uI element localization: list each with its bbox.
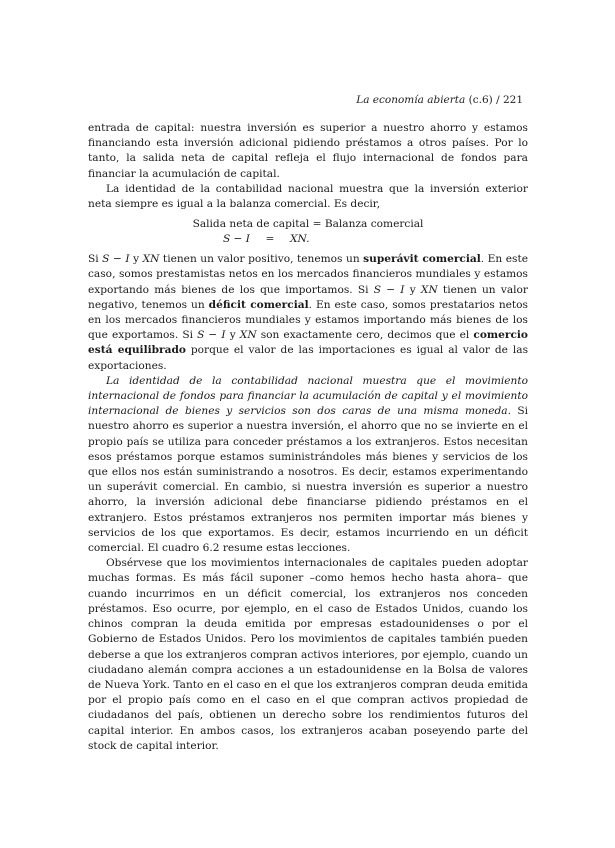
italic-statement: La identidad de la contabilidad nacional muestra que el movimiento internacional de fondos para financiar la acumulación de capital y el movimiento internacional de bienes y servicios son dos caras de una misma moneda (88, 374, 528, 418)
text-run: XN (239, 329, 257, 342)
text-run: S − I (373, 283, 405, 296)
chapter-label: (c.6) (468, 94, 493, 106)
text-run: y (404, 283, 421, 296)
paragraph-5: Obsérvese que los movimientos internacionales de capitales pueden adoptar muchas formas. Es más fácil suponer –como hemos hecho hasta ahora– que cuando incurrimos en un déficit comercial, los extranjeros nos conceden préstamos. Eso ocurre, por ejemplo, en el caso de Estados Unidos, cuando los chinos compran la deuda emitida por empresas estadounidenses o por el Gobierno de Estados Unidos. Pero los movimientos de capitales también pueden deberse a que los extranjeros compran activos interiores, por ejemplo, cuando un ciudadano alemán compra acciones a un estadounidense en la Bolsa de valores de Nueva York. Tanto en el caso en el que los extranjeros compran deuda emitida por el propio país como en el caso en el que compran activos propiedad de ciudadanos del país, obtienen un derecho sobre los rendimientos futuros del capital interior. En ambos casos, los extranjeros acaban poseyendo parte del stock de capital interior. (88, 557, 528, 752)
text-run: son exactamente cero, decimos que el (256, 329, 474, 342)
running-title: La economía abierta (356, 94, 466, 106)
header-separator: / (496, 94, 500, 106)
paragraph-3 (88, 252, 528, 374)
paragraph-4 (88, 374, 528, 556)
equation-right: XN. (290, 233, 310, 246)
text-run: y (225, 329, 240, 342)
text-run: . En este caso, somos prestamistas netos en los mercados financieros mundiales y estamos exportando más bienes de los que importamos. Si (88, 253, 528, 296)
text-run: tienen un valor negativo, tenemos un (88, 283, 528, 311)
identity-equation (88, 217, 528, 247)
equation-line-1: Salida neta de capital = Balanza comercial (192, 218, 424, 231)
text-run: Si (88, 253, 103, 266)
running-header (356, 94, 523, 106)
term-trade-deficit: déficit comercial (208, 298, 309, 311)
equation-equals: = (265, 233, 275, 246)
text-run: y (129, 253, 143, 266)
page-number: 221 (502, 94, 523, 106)
text-run: S − I (102, 253, 130, 266)
text-run: tienen un valor positivo, tenemos un (159, 253, 364, 266)
term-balanced-trade: comercio está equilibrado (88, 329, 528, 357)
text-run: . Si nuestro ahorro es superior a nuestra inversión, el ahorro que no se invierte en el propio país se utiliza para conceder préstamos a los extranjeros. Estos necesitan esos préstamos porque estamos suministrándoles más bienes y servicios de los que ellos nos están suministrando a nosotros. Es decir, estamos experimentando un superávit comercial. En cambio, si nuestra inversión es superior a nuestro ahorro, la inversión adicional debe financiarse pidiendo préstamos en el extranjero. Estos préstamos extranjeros nos permiten importar más bienes y servicios de los que exportamos. Es decir, estamos incurriendo en un déficit comercial. El cuadro 6.2 resume estas lecciones. (88, 405, 528, 555)
term-trade-surplus: superávit comercial (363, 253, 481, 266)
equation-left: S − I (222, 233, 250, 246)
text-run: XN (420, 283, 438, 296)
text-run: XN (142, 253, 160, 266)
equation-line-2 (88, 232, 528, 247)
body-text (88, 121, 528, 754)
paragraph-1: entrada de capital: nuestra inversión es superior a nuestro ahorro y estamos financiando esta inversión adicional pidiendo préstamos a otros países. Por lo tanto, la salida neta de capital refleja el flujo internacional de fondos para financiar la acumulación de capital. (88, 122, 528, 180)
text-run: S − I (197, 329, 226, 342)
text-run: porque el valor de las importaciones es igual al valor de las exportaciones. (88, 344, 529, 372)
text-run: . En este caso, somos prestatarios netos en los mercados financieros mundiales y estamos importando más bienes de los que exportamos. Si (88, 298, 528, 342)
paragraph-2: La identidad de la contabilidad nacional muestra que la inversión exterior neta siempre es igual a la balanza comercial. Es decir, (88, 182, 528, 211)
